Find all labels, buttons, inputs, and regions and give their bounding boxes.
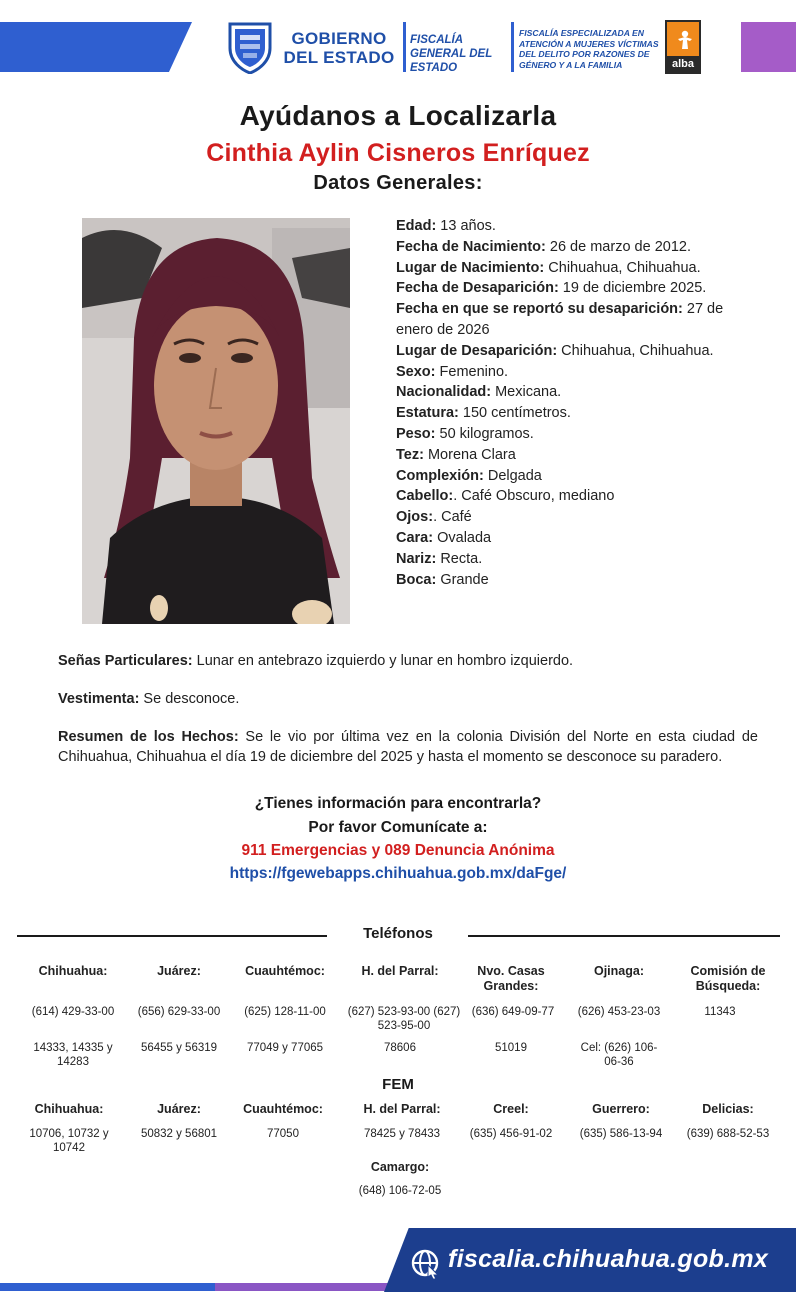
- fem-header: Chihuahua:: [34, 1102, 104, 1116]
- datos-item: Boca: Grande: [396, 571, 489, 588]
- header-divider: [511, 22, 514, 72]
- fem-header: Creel:: [493, 1102, 529, 1116]
- tel-header: Comisión de Búsqueda:: [690, 964, 766, 993]
- missing-person-name: Cinthia Aylin Cisneros Enríquez: [206, 139, 590, 167]
- datos-item: Nariz: Recta.: [396, 550, 483, 567]
- report-url-link[interactable]: https://fgewebapps.chihuahua.gob.mx/daFge/: [229, 865, 567, 882]
- tel-value: (636) 649-09-77: [471, 1006, 555, 1018]
- datos-item: Fecha en que se reportó su desaparición: 27 de enero de 2026: [396, 301, 724, 338]
- datos-item: Edad: 13 años.: [396, 218, 496, 234]
- tel-value: (625) 128-11-00: [244, 1006, 326, 1018]
- missing-person-photo: [82, 218, 350, 624]
- globe-cursor-icon: [410, 1248, 442, 1280]
- tel-value: 77049 y 77065: [246, 1042, 324, 1054]
- tel-header: Ojinaga:: [593, 964, 644, 978]
- fem-header: Camargo:: [370, 1160, 430, 1174]
- fem-value: (635) 586-13-94: [579, 1128, 663, 1140]
- fiscalia-general-logo: FISCALÍA GENERAL DEL ESTADO: [410, 34, 493, 74]
- state-shield-icon: [226, 20, 274, 74]
- cta-question: ¿Tienes información para encontrarla?: [254, 795, 542, 812]
- datos-item: Sexo: Femenino.: [396, 363, 509, 380]
- datos-item: Fecha de Nacimiento: 26 de marzo de 2012.: [396, 238, 691, 255]
- datos-item: Tez: Morena Clara: [396, 446, 516, 463]
- tel-value: 56455 y 56319: [140, 1042, 218, 1054]
- tel-value: Cel: (626) 106-06-36: [580, 1042, 658, 1068]
- fem-value: 50832 y 56801: [140, 1128, 218, 1140]
- datos-item: Cabello:. Café Obscuro, mediano: [396, 488, 615, 505]
- alba-label: alba: [667, 56, 699, 72]
- fem-value: (648) 106-72-05: [358, 1185, 442, 1197]
- datos-item: Peso: 50 kilogramos.: [396, 425, 534, 442]
- fem-header: Guerrero:: [592, 1102, 650, 1116]
- datos-item: Cara: Ovalada: [396, 529, 492, 546]
- tel-header: H. del Parral:: [361, 964, 439, 978]
- fem-value: (635) 456-91-02: [469, 1128, 553, 1140]
- gobierno-del-estado-logo: GOBIERNO DEL ESTADO: [283, 29, 395, 67]
- datos-item: Lugar de Nacimiento: Chihuahua, Chihuahua.: [396, 259, 701, 276]
- datos-item: Nacionalidad: Mexicana.: [396, 384, 562, 401]
- tel-value: 78606: [384, 1042, 416, 1054]
- footer-website-link[interactable]: fiscalia.chihuahua.gob.mx: [448, 1245, 769, 1273]
- fem-header: H. del Parral:: [363, 1102, 441, 1116]
- tel-value: (626) 453-23-03: [577, 1006, 661, 1018]
- fem-header: Juárez:: [157, 1102, 201, 1116]
- footer-purple-line: [215, 1283, 395, 1291]
- fem-header: Cuauhtémoc:: [243, 1102, 323, 1116]
- alba-logo: [665, 20, 701, 74]
- tel-header: Chihuahua:: [38, 964, 108, 978]
- tel-value: (656) 629-33-00: [137, 1006, 221, 1018]
- tel-value: 51019: [495, 1042, 527, 1054]
- fem-logo-text: FISCALÍA ESPECIALIZADA EN ATENCIÓN A MUJERES VÍCTIMAS DEL DELITO POR RAZONES DE GÉNERO Y A LA FAMILIA: [519, 28, 659, 70]
- tel-header: Juárez:: [157, 964, 201, 978]
- fem-value: 10706, 10732 y 10742: [29, 1128, 109, 1154]
- tel-value: 11343: [704, 1006, 736, 1018]
- datos-item: Complexión: Delgada: [396, 467, 542, 484]
- page-title: Ayúdanos a Localizarla: [239, 100, 557, 131]
- tel-value: 14333, 14335 y 14283: [33, 1042, 113, 1068]
- emergency-numbers: 911 Emergencias y 089 Denuncia Anónima: [241, 842, 555, 859]
- tel-header: Cuauhtémoc:: [245, 964, 325, 978]
- header-purple-bar: [741, 22, 796, 72]
- telefonos-title: Teléfonos: [363, 925, 433, 942]
- fem-header: Delicias:: [702, 1102, 754, 1116]
- senas-particulares: Señas Particulares: Lunar en antebrazo izquierdo y lunar en hombro izquierdo.: [58, 653, 574, 669]
- datos-item: Fecha de Desaparición: 19 de diciembre 2025.: [396, 280, 707, 297]
- section-title: Datos Generales:: [313, 172, 483, 194]
- header-divider: [403, 22, 406, 72]
- datos-item: Estatura: 150 centímetros.: [396, 405, 571, 422]
- fem-value: (639) 688-52-53: [686, 1128, 770, 1140]
- person-figure-icon: [676, 30, 694, 50]
- tel-header: Nvo. Casas Grandes:: [477, 964, 545, 993]
- fem-title: FEM: [382, 1076, 414, 1093]
- datos-item: Lugar de Desaparición: Chihuahua, Chihuahua.: [396, 342, 714, 359]
- divider-line: [468, 935, 780, 937]
- cta-contact: Por favor Comunícate a:: [308, 819, 488, 836]
- resumen-hechos: Resumen de los Hechos: Se le vio por última vez en la colonia División del Norte en esta ciudad de Chihuahua, Chihuahua el día 19 de diciembre del 2025 y hasta el momento se desconoce su paradero.: [58, 729, 758, 765]
- tel-value: (627) 523-93-00 (627) 523-95-00: [347, 1006, 461, 1032]
- fem-value: 78425 y 78433: [363, 1128, 441, 1140]
- datos-item: Ojos:. Café: [396, 509, 472, 526]
- tel-value: (614) 429-33-00: [31, 1006, 115, 1018]
- fem-value: 77050: [267, 1128, 299, 1140]
- header-blue-bar: [0, 22, 192, 72]
- datos-generales-list: [396, 216, 736, 590]
- vestimenta: Vestimenta: Se desconoce.: [58, 691, 240, 707]
